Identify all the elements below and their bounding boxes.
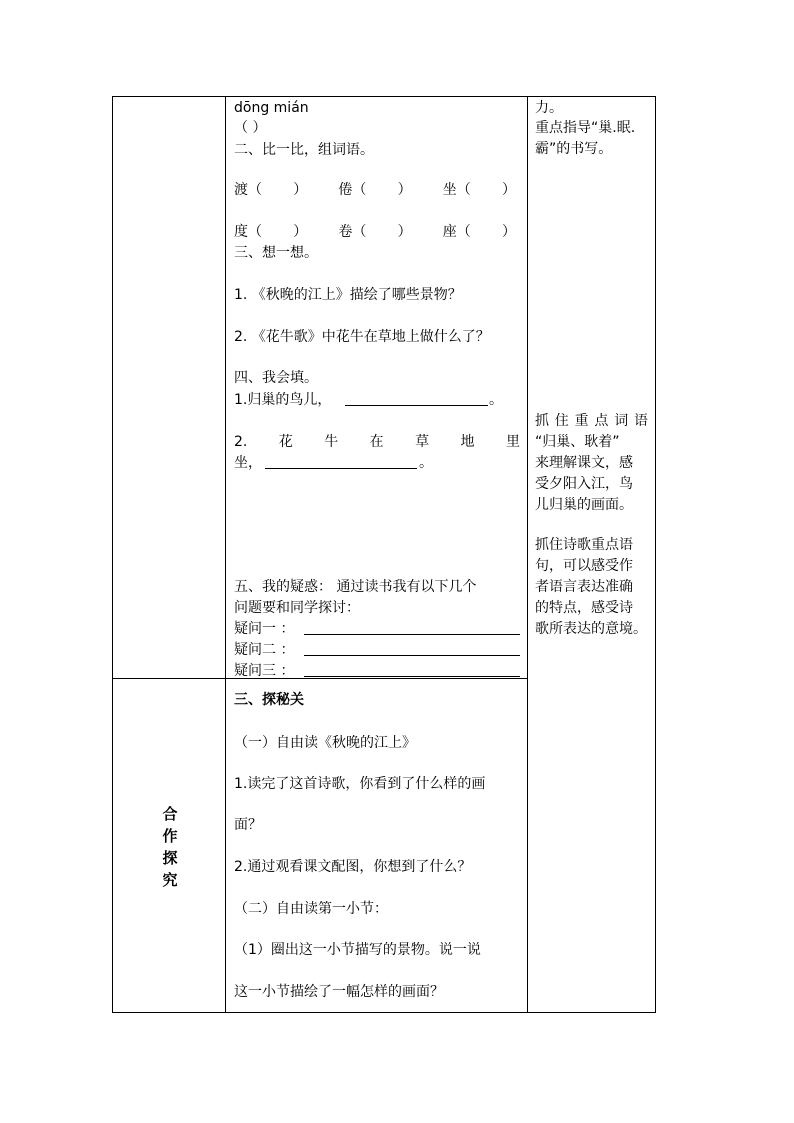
word-char: 牛 xyxy=(324,434,339,450)
q4-heading: 四、我会填。 xyxy=(234,370,318,386)
note-3-line: 者语言表达准确 xyxy=(535,579,633,595)
compare-cell: ） xyxy=(501,182,516,198)
word-char: 花 xyxy=(278,434,293,450)
table-bottom-border xyxy=(112,1012,656,1013)
note-char: 住 xyxy=(554,413,569,429)
compare-cell: 倦（ xyxy=(338,182,367,198)
pinyin-answer-paren: （ ） xyxy=(234,120,267,136)
table-top-border xyxy=(112,96,656,97)
doubt-1-line[interactable] xyxy=(304,634,520,635)
q3-heading: 三、想一想。 xyxy=(234,245,318,261)
word-char: 地 xyxy=(460,434,475,450)
part-2-title: （二）自由读第一小节： xyxy=(234,901,388,917)
compare-cell: ） xyxy=(501,224,516,240)
compare-cell: ） xyxy=(293,182,308,198)
table-left-border xyxy=(112,96,113,1013)
word-char: 草 xyxy=(415,434,430,450)
note-3-line: 的特点，感受诗 xyxy=(535,600,633,616)
task-line: 这一小节描绘了一幅怎样的画面？ xyxy=(234,984,444,1000)
compare-cell: 座（ xyxy=(442,224,471,240)
compare-cell: ） xyxy=(397,182,412,198)
part-1-title: （一）自由读《秋晚的江上》 xyxy=(234,735,416,751)
word-char: 2. xyxy=(234,434,248,450)
q4-item-1-prefix: 1.归巢的鸟儿， xyxy=(234,392,332,408)
section-2-heading: 三、探秘关 xyxy=(234,692,304,708)
section-label-char: 究 xyxy=(162,871,178,889)
question-1-line: 1.读完了这首诗歌，你看到了什么样的画 xyxy=(234,776,486,792)
compare-cell: 坐（ xyxy=(442,182,471,198)
q4-item-2-suffix: 。 xyxy=(419,455,433,471)
note-2-first-line xyxy=(535,411,648,431)
doubt-2-line[interactable] xyxy=(304,655,520,656)
compare-row-1 xyxy=(234,180,516,200)
note-char: 抓 xyxy=(535,413,549,429)
pinyin-text: dōng mián xyxy=(234,100,309,116)
note-2-line: “归巢、耿着” xyxy=(535,434,620,450)
note-2-line: 儿归巢的画面。 xyxy=(535,497,633,513)
compare-row-2 xyxy=(234,222,516,242)
note-char: 重 xyxy=(574,413,589,429)
compare-cell: 渡（ xyxy=(234,182,262,198)
note-1-line: 霸”的书写。 xyxy=(535,141,613,157)
note-3-line: 歌所表达的意境。 xyxy=(535,621,647,637)
note-char: 点 xyxy=(594,413,609,429)
doubt-3-label: 疑问三 ： xyxy=(234,663,295,679)
doubt-1-label: 疑问一 ： xyxy=(234,621,295,637)
table-column-divider-2 xyxy=(527,96,528,1013)
word-char: 在 xyxy=(369,434,384,450)
q5-line-1: 五、我的疑惑： 通过读书我有以下几个 xyxy=(234,579,477,595)
note-char: 语 xyxy=(633,413,648,429)
note-1-line: 力。 xyxy=(535,100,563,116)
q5-line-2: 问题要和同学探讨： xyxy=(234,600,360,616)
compare-cell: ） xyxy=(293,224,308,240)
section-label-char: 探 xyxy=(162,849,178,867)
q4-item-1-suffix: 。 xyxy=(489,392,503,408)
q4-item-2-prefix: 坐， xyxy=(234,455,262,471)
note-3-line: 抓住诗歌重点语 xyxy=(535,537,633,553)
fill-blank-line[interactable] xyxy=(265,468,417,469)
section-label-char: 作 xyxy=(162,827,178,845)
q3-item-2: 2. 《花牛歌》中花牛在草地上做什么了？ xyxy=(234,329,490,345)
word-char: 里 xyxy=(505,434,520,450)
table-right-border xyxy=(655,96,656,1013)
question-1-line: 面？ xyxy=(234,817,262,833)
compare-cell: 卷（ xyxy=(338,224,367,240)
note-char: 词 xyxy=(614,413,629,429)
compare-cell: ） xyxy=(397,224,412,240)
note-2-line: 受夕阳入江，鸟 xyxy=(535,476,633,492)
q3-item-1: 1. 《秋晚的江上》描绘了哪些景物？ xyxy=(234,287,462,303)
note-1-line: 重点指导“巢.眠. xyxy=(535,120,636,136)
q4-item-2-words xyxy=(234,432,520,452)
compare-cell: 度（ xyxy=(234,224,262,240)
note-2-line: 来理解课文，感 xyxy=(535,455,633,471)
table-row-divider xyxy=(112,678,528,679)
question-2: 2.通过观看课文配图，你想到了什么？ xyxy=(234,859,472,875)
note-3-line: 句，可以感受作 xyxy=(535,558,633,574)
doubt-3-line[interactable] xyxy=(304,676,520,677)
q2-heading: 二、比一比，组词语。 xyxy=(234,142,374,158)
doubt-2-label: 疑问二 ： xyxy=(234,642,295,658)
table-column-divider-1 xyxy=(225,96,226,1013)
section-label-char: 合 xyxy=(162,805,178,823)
fill-blank-line[interactable] xyxy=(345,405,488,406)
task-line: （1）圈出这一小节描写的景物。说一说 xyxy=(234,942,481,958)
